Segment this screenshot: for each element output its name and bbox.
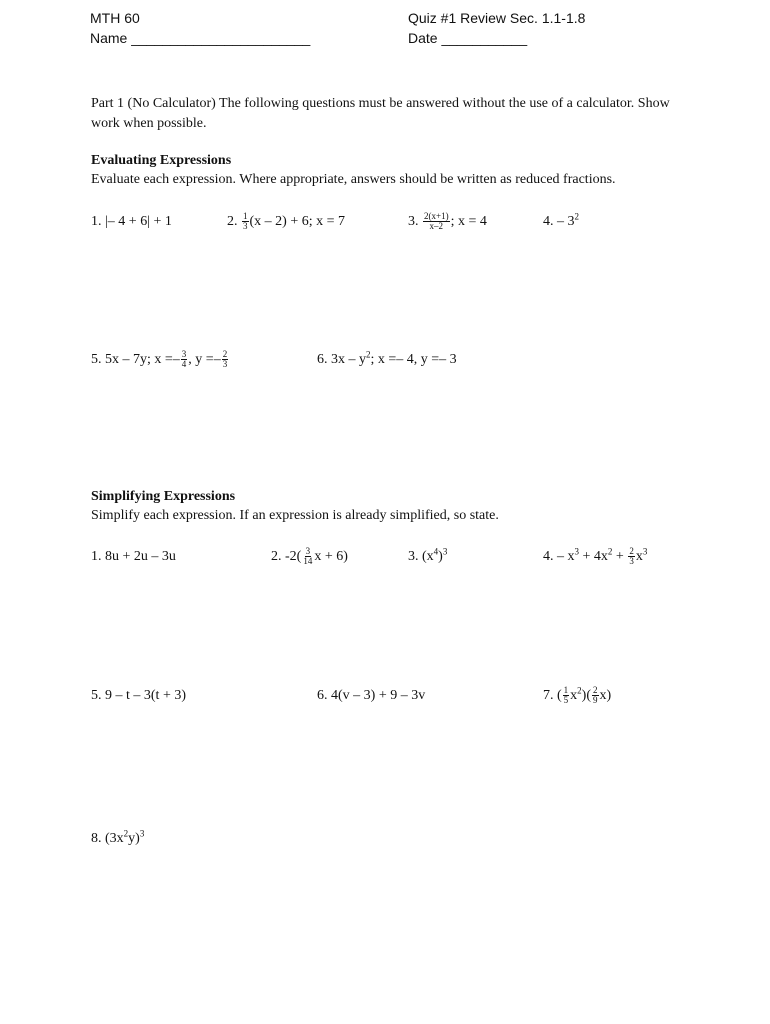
evaluating-instructions: Evaluate each expression. Where appropriate, answers should be written as reduced fractions. [91,172,616,187]
fraction-denominator: 5 [563,695,569,706]
simp-problem-8-rest: y) [128,831,140,846]
eval-problem-6-text: 6. 3x – y [317,352,366,367]
exponent: 3 [139,828,145,839]
exponent: 3 [442,546,448,557]
date-field-label: Date ___________ [408,30,528,46]
exponent: 3 [574,546,579,557]
fraction [628,547,635,566]
eval-problem-5-text: 5. 5x – 7y; x =– [91,352,180,367]
eval-problem-5 [91,350,229,370]
eval-problem-3-text: ; x = 4 [450,214,487,229]
eval-problem-4-text: 4. – 3 [543,214,575,229]
simp-problem-2-rest: x + 6) [314,549,348,564]
simp-problem-1 [91,547,176,567]
fraction [242,212,249,231]
fraction [592,686,599,705]
simp-problem-2 [271,547,348,567]
variable: x [635,549,643,564]
eval-problem-2-number: 2. [227,214,238,229]
fraction [302,547,313,566]
part1-instructions: Part 1 (No Calculator) The following questions must be answered without the use of a calculator. Show work when possible. [91,96,670,131]
simp-problem-4-text: 4. – x [543,549,575,564]
simp-problem-3 [408,547,447,567]
simp-problem-7-mid: )( [581,688,591,703]
eval-problem-5-mid: , y =– [188,352,221,367]
simp-problem-7-rest: x) [599,688,612,703]
simp-problem-1-text: 1. 8u + 2u – 3u [91,549,176,564]
fraction-denominator: 3 [243,221,248,232]
eval-problem-2 [227,212,345,232]
simp-problem-7-text: 7. ( [543,688,562,703]
fraction [423,212,450,231]
fraction [222,350,229,369]
fraction-denominator: 9 [593,695,598,706]
fraction-denominator: 4 [181,359,187,370]
fraction-numerator: 2 [629,546,634,557]
simp-problem-2-text: 2. -2( [271,549,302,564]
eval-problem-2-text: (x – 2) + 6; x = 7 [249,214,346,229]
fraction-numerator: 1 [243,211,248,222]
exponent: 2 [577,685,582,696]
eval-problem-4 [543,212,579,232]
simp-problem-4-mid: + 4x [579,549,608,564]
fraction-numerator: 2 [222,349,228,360]
simp-problem-5-text: 5. 9 – t – 3(t + 3) [91,688,186,703]
simp-problem-4 [543,547,647,567]
course-code: MTH 60 [90,10,140,26]
variable: x [570,688,578,703]
name-field-label: Name _______________________ [90,30,311,46]
fraction-numerator: 3 [181,349,187,360]
evaluating-section-title: Evaluating Expressions [91,153,232,168]
header-right [408,8,585,48]
simp-problem-3-text: 3. (x [408,549,434,564]
plus-sign: + [612,549,628,564]
exponent: 3 [642,546,648,557]
simp-problem-6-text: 6. 4(v – 3) + 9 – 3v [317,688,426,703]
exponent: 2 [574,211,579,222]
exponent: 2 [123,828,129,839]
exponent: 2 [366,349,371,360]
simp-problem-8-text: 8. (3x [91,831,124,846]
simplifying-section-title: Simplifying Expressions [91,489,236,504]
quiz-title: Quiz #1 Review Sec. 1.1-1.8 [408,10,586,26]
simp-problem-5 [91,686,186,706]
fraction-denominator: 3 [629,556,634,567]
fraction-numerator: 3 [305,546,311,557]
fraction-numerator: 1 [563,685,569,696]
simp-problem-6 [317,686,425,706]
eval-problem-3-number: 3. [408,214,419,229]
exponent: 2 [607,546,613,557]
fraction-numerator: 2(x+1) [424,211,449,222]
fraction [563,686,570,705]
fraction-denominator: x–2 [429,221,444,232]
exponent: 4 [433,546,439,557]
simplifying-instructions: Simplify each expression. If an expression is already simplified, so state. [91,508,499,523]
fraction-denominator: 14 [303,556,313,567]
header-left [90,8,310,48]
eval-problem-6 [317,350,457,370]
closing-paren: ) [438,549,443,564]
fraction-numerator: 2 [593,685,598,696]
eval-problem-1 [91,212,172,232]
eval-problem-6-rest: ; x =– 4, y =– 3 [370,352,457,367]
simp-problem-7 [543,686,611,706]
fraction-denominator: 3 [222,359,228,370]
eval-problem-1-text: 1. |– 4 + 6| + 1 [91,214,172,229]
eval-problem-3 [408,212,487,232]
fraction [181,350,188,369]
simp-problem-8 [91,829,144,849]
